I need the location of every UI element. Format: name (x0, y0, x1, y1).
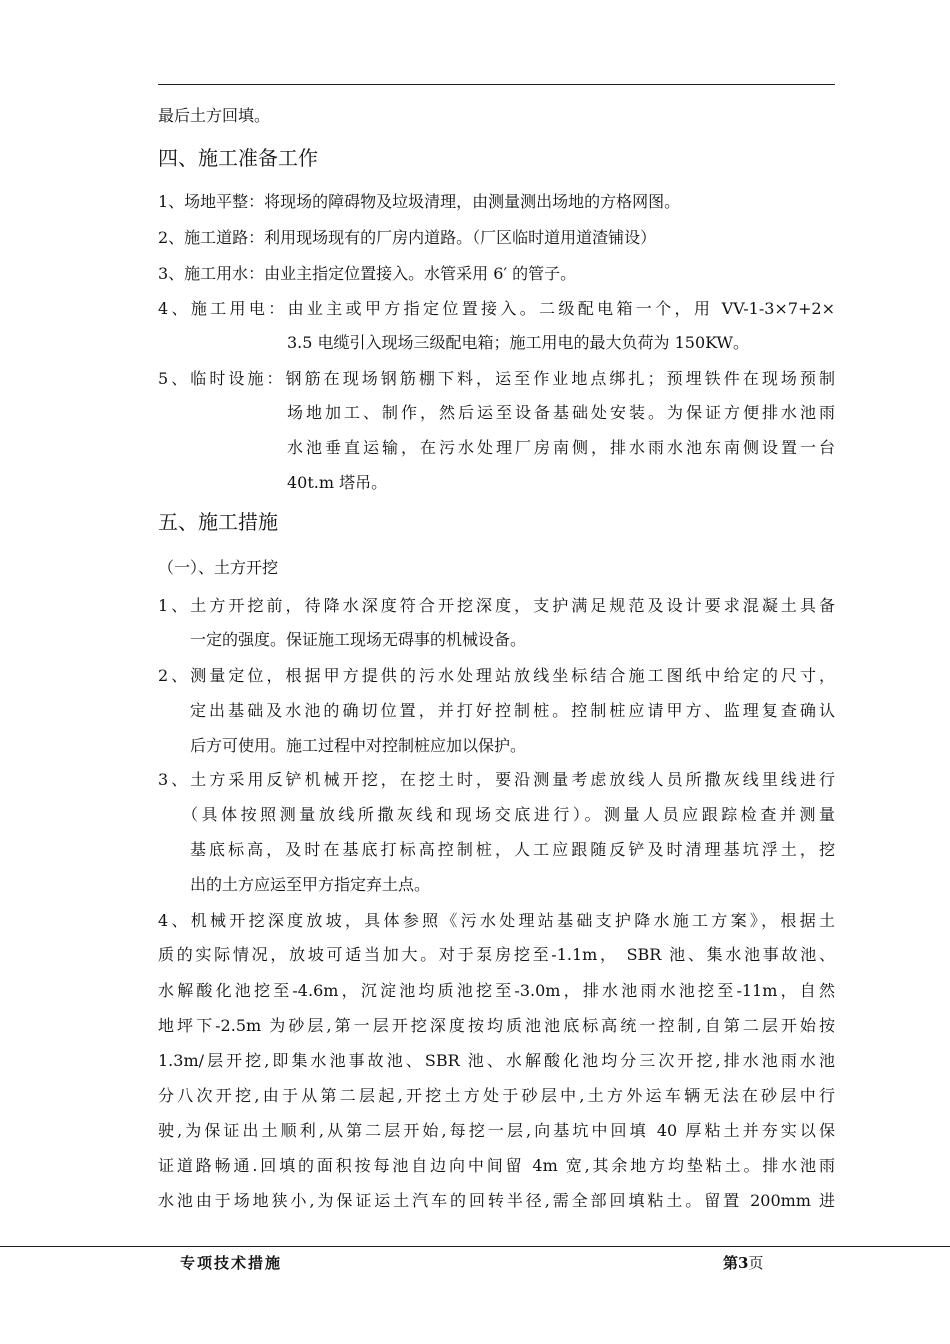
paragraph-line: 证道路畅通.回填的面积按每池自边向中间留 4m 宽,其余地方均垫粘土。排水池雨 (158, 1156, 835, 1175)
list-item-1: 1、土方开挖前，待降水深度符合开挖深度，支护满足规范及设计要求混凝土具备 (158, 596, 835, 615)
list-item-4-cont: 3.5 电缆引入现场三级配电箱；施工用电的最大负荷为 150KW。 (287, 333, 749, 352)
subsection-heading: （一）、土方开挖 (158, 558, 279, 577)
list-item-5-cont: 场地加工、制作，然后运至设备基础处安装。为保证方便排水池雨 (287, 403, 835, 422)
page-number-suffix: 页 (748, 1254, 764, 1272)
paragraph-line: 质的实际情况，放坡可适当加大。对于泵房挖至-1.1m， SBR 池、集水池事故池、 (158, 945, 835, 964)
page-number (723, 1252, 763, 1274)
list-item-2: 2、施工道路：利用现场现有的厂房内道路。（厂区临时道用道渣铺设） (158, 228, 657, 247)
list-item-2-cont: 后方可使用。施工过程中对控制桩应加以保护。 (190, 736, 527, 755)
paragraph-line: 1.3m/层开挖,即集水池事故池、SBR 池、水解酸化池均分三次开挖,排水池雨水池 (158, 1051, 835, 1070)
paragraph-line: 分八次开挖,由于从第二层起,开挖土方处于砂层中,土方外运车辆无法在砂层中行 (158, 1086, 835, 1105)
list-item-2: 2、测量定位，根据甲方提供的污水处理站放线坐标结合施工图纸中给定的尺寸， (158, 666, 835, 685)
list-item-5-cont: 水池垂直运输，在污水处理厂房南侧，排水雨水池东南侧设置一台 (287, 438, 835, 457)
list-item-3-cont: （具体按照测量放线所撒灰线和现场交底进行）。测量人员应跟踪检查并测量 (182, 805, 835, 824)
footer-title: 专项技术措施 (180, 1254, 283, 1272)
list-item-4: 4、施工用电：由业主或甲方指定位置接入。二级配电箱一个，用 VV-1-3×7+2× (158, 299, 835, 318)
header-rule (158, 84, 835, 85)
list-item-2-cont: 定出基础及水池的确切位置，并打好控制桩。控制桩应请甲方、监理复查确认 (190, 701, 835, 720)
section-heading-5: 五、施工措施 (158, 510, 278, 534)
list-item-5-cont: 40t.m 塔吊。 (287, 473, 388, 492)
paragraph-line: 水解酸化池挖至-4.6m，沉淀池均质池挖至-3.0m，排水池雨水池挖至-11m，自然 (158, 981, 835, 1000)
list-item-1-cont: 一定的强度。保证施工现场无碍事的机械设备。 (190, 630, 527, 649)
list-item-3: 3、土方采用反铲机械开挖，在挖土时，要沿测量考虑放线人员所撒灰线里线进行 (158, 770, 835, 789)
paragraph-line: 最后土方回填。 (158, 106, 271, 125)
paragraph-line: 地坪下-2.5m 为砂层,第一层开挖深度按均质池池底标高统一控制,自第二层开始按 (158, 1016, 835, 1035)
list-item-3-cont: 基底标高，及时在基底打标高控制桩，人工应跟随反铲及时清理基坑浮土，挖 (190, 840, 835, 859)
list-item-3-cont: 出的土方应运至甲方指定弃土点。 (190, 875, 431, 894)
list-item-5: 5、临时设施：钢筋在现场钢筋棚下料，运至作业地点绑扎；预埋铁件在现场预制 (158, 369, 835, 388)
paragraph-line: 水池由于场地狭小,为保证运土汽车的回转半径,需全部回填粘土。留置 200mm 进 (158, 1191, 835, 1210)
footer-rule (0, 1246, 950, 1247)
page-number-value: 第3 (723, 1254, 749, 1272)
list-item-3: 3、施工用水：由业主指定位置接入。水管采用 6′ 的管子。 (158, 264, 577, 283)
paragraph-line: 驶,为保证出土顺利,从第二层开始,每挖一层,向基坑中回填 40 厚粘土并夯实以保 (158, 1121, 835, 1140)
list-item-1: 1、场地平整：将现场的障碍物及垃圾清理，由测量测出场地的方格网图。 (158, 192, 681, 211)
section-heading-4: 四、施工准备工作 (158, 146, 318, 170)
list-item-4: 4、机械开挖深度放坡，具体参照《污水处理站基础支护降水施工方案》，根据土 (158, 911, 835, 930)
